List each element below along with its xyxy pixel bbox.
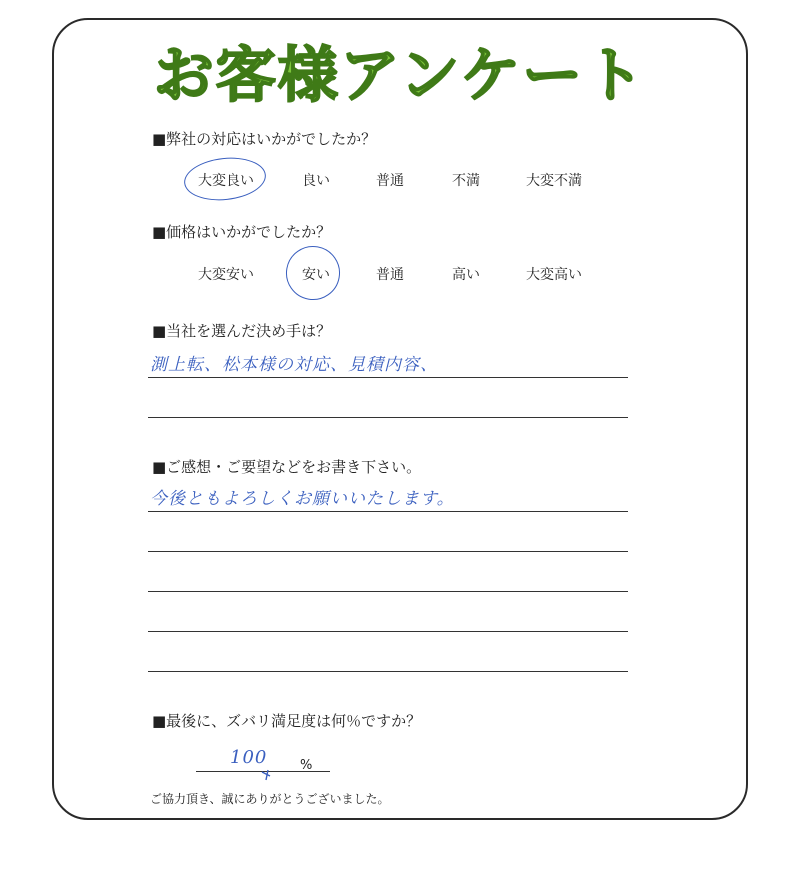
question-comments: ■ご感想・ご要望などをお書き下さい。 (152, 458, 422, 476)
question-price: ■価格はいかがでしたか？ (152, 223, 332, 241)
survey-title: お客様アンケート (153, 41, 647, 111)
service-option-good[interactable]: 良い (302, 173, 330, 189)
service-option-very-good[interactable]: 大変良い (198, 173, 254, 189)
service-option-very-dissatisfied[interactable]: 大変不満 (526, 173, 582, 189)
price-option-normal[interactable]: 普通 (376, 267, 404, 283)
price-option-very-expensive[interactable]: 大変高い (526, 267, 582, 283)
percent-sign: % (300, 758, 313, 773)
price-option-very-cheap[interactable]: 大変安い (198, 267, 254, 283)
comments-answer[interactable]: 今後ともよろしくお願いいたします。 (150, 489, 455, 509)
service-option-normal[interactable]: 普通 (376, 173, 404, 189)
satisfaction-answer[interactable]: 100 (230, 747, 268, 768)
service-option-dissatisfied[interactable]: 不満 (452, 173, 480, 189)
deciding-factor-answer[interactable]: 測上転、松本様の対応、見積内容、 (150, 355, 438, 375)
question-satisfaction: ■最後に、ズバリ満足度は何％ですか？ (152, 712, 422, 730)
thank-you-note: ご協力頂き、誠にありがとうございました。 (150, 792, 390, 806)
question-deciding-factor: ■当社を選んだ決め手は？ (152, 322, 332, 340)
price-option-cheap[interactable]: 安い (302, 267, 330, 283)
price-option-expensive[interactable]: 高い (452, 267, 480, 283)
question-service: ■弊社の対応はいかがでしたか？ (152, 130, 377, 148)
